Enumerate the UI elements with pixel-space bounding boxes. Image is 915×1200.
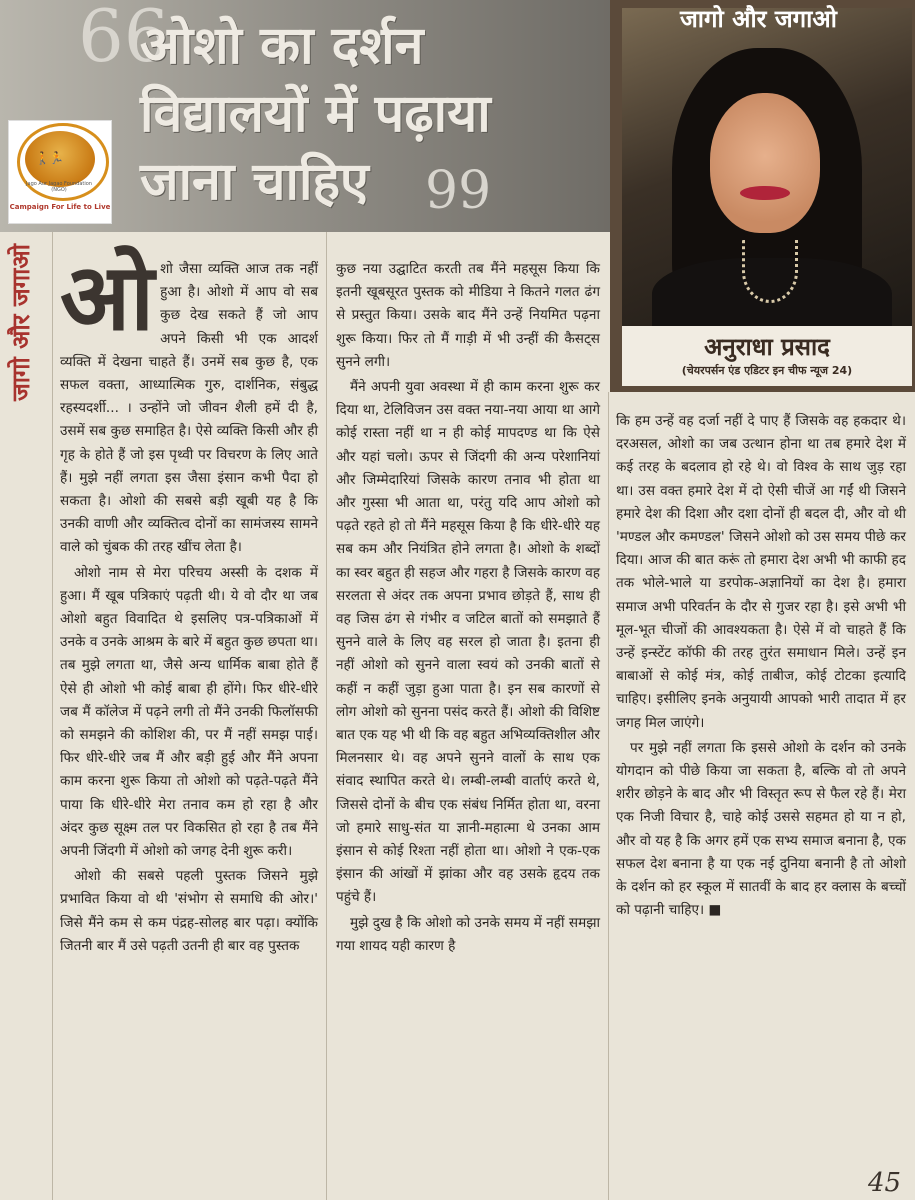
foundation-logo [8,120,112,224]
article-column-2 [336,258,600,960]
headline-line-1: ओशो का दर्शन [140,16,424,76]
campaign-tag: जागो और जगाओ [680,5,837,33]
headline-line-2: विद्यालयों में पढ़ाया [140,84,491,144]
author-photo [622,8,912,326]
column-rule [608,392,609,1200]
drop-cap: ओ [60,244,155,351]
headline-line-3: जाना चाहिए [140,152,369,212]
paragraph: ओशो जैसा व्यक्ति आज तक नहीं हुआ है। ओशो में आप वो सब कुछ देख सकते हैं जो आप अपने किसी भी एक आदर्श व्यक्ति में देखना चाहते हैं। उनमें सब कुछ है, एक सफल वक्ता, आध्यात्मिक गुरु, दार्शनिक, संबुद्ध रहस्यदर्शी... । उन्होंने जो जीवन शैली हमें दी है, उसमें सब कुछ समाहित है। ऐसे व्यक्ति किसी और ही गृह के होते हैं जो इस पृथ्वी पर विचरण के लिए आते हैं। मुझे नहीं लगता इस जैसा इंसान कभी पैदा हो सकता है। ओशो की सबसे बड़ी खूबी यह है कि उनकी वाणी और व्यक्तित्व दोनों का सामंजस्य सामने वाले को चुंबक की तरह खींच लेता है। [60,244,318,556]
evolution-figures-icon: 🚶🏃‍ [35,151,63,165]
paragraph: पर मुझे नहीं लगता कि इससे ओशो के दर्शन को उनके योगदान को पीछे किया जा सकता है, बल्कि वो तो अपने शरीर छोड़ने के बाद और भी विस्तृत रूप से फैल रहे हैं। मेरा एक निजी विचार है, चाहे कोई उससे सहमत हो या न हो, और वो यह है कि अगर हमें एक सभ्य समाज बनाना है, एक सफल देश बनाना है या एक नई दुनिया बनानी है तो ओशो के दर्शन को हर स्कूल में सातवीं के बाद हर क्लास के बच्चों को पढ़ानी चाहिए। ■ [616,739,906,919]
paragraph: ओशो नाम से मेरा परिचय अस्सी के दशक में हुआ। मैं खूब पत्रिकाएं पढ़ती थी। ये वो दौर था जब ओशो बहुत विवादित थे इसलिए पत्र-पत्रिकाओं में उनके व उनके आश्रम के बारे में बहुत कुछ छपता था। तब मुझे लगता था, जैसे अन्य धार्मिक बाबा होते हैं ऐसे ही ओशो भी कोई बाबा ही होंगे। फिर धीरे-धीरे जब मैं कॉलेज में पढ़ने लगी तो मैंने उनकी फिलॉसफी को समझने की कोशिश की, पर मैं नहीं समझ पाई। फिर धीरे-धीरे जब मैं और बड़ी हुई और मैंने अपना काम करना शुरू किया तो ओशो को पढ़ते-पढ़ते मैंने पाया कि धीरे-धीरे मेरा तनाव कम हो रहा है और अंदर कुछ सूक्ष्म तल पर विकसित हो रहा है तब मैंने अपनी जिंदगी में ओशो को जगह देनी शुरू करी। [60,564,318,860]
article-column-3 [616,410,906,924]
photo-caption [622,326,912,386]
side-section-label: जागो और जगाओ [7,244,35,402]
quote-close-mark: 99 [425,161,492,221]
article-headline [140,12,610,221]
paragraph: मुझे दुख है कि ओशो को उनके समय में नहीं समझा गया शायद यही कारण है [336,914,600,954]
page-number: 45 [868,1168,902,1198]
paragraph: कुछ नया उद्घाटित करती तब मैंने महसूस किया कि इतनी खूबसूरत पुस्तक को मीडिया ने कितने गलत ढंग से प्रस्तुत किया। उसके बाद मैंने उन्हें नियमित पढ़ना शुरू किया। फिर तो मैं गाड़ी में भी उन्हीं की कैसट्स सुनने लगी। [336,261,600,370]
article-column-1 [60,244,318,960]
quote-open-mark: 66 [78,0,170,78]
end-mark-icon: ■ [708,902,722,919]
column-rule [52,232,53,1200]
author-name: अनुराधा प्रसाद [704,333,830,361]
paragraph: मैंने अपनी युवा अवस्था में ही काम करना शुरू कर दिया था, टेलिविजन उस वक्त नया-नया आया था आगे कोई रास्ता नहीं था न ही कोई मापदण्ड था कि ऐसे और यहां चलो। ऊपर से जिंदगी की अन्य परेशानियां और जिम्मेदारियां जिसके कारण तनाव भी होता था और गुस्सा भी आता था, परंतु यदि आप ओशो को पढ़ते रहते हो तो मैंने महसूस किया है कि धीरे-धीरे यह सब कम और नियंत्रित होने लगता है। ओशो के शब्दों का स्वर बहुत ही सहज और गहरा है जिसके कारण वह सरलता से अंदर तक अपना प्रभाव छोड़ते हैं, साथ ही वह जिस ढंग से गंभीर व जटिल बातों को समझाते हैं सुनने वाले के लिए वह सरल हो जाता है। इतना ही नहीं ओशो को सुनने वाला स्वयं को उनकी बातों से कहीं न कहीं जुड़ा हुआ पाता है। इन सब कारणों से लोग ओशो को सुनना पसंद करते हैं। ओशो की विशिष्ट बात एक यह भी थी कि वह बहुत अभिव्यक्तिशील और मिलनसार थे। वह अपने सुनने वालों के साथ एक संवाद स्थापित करते थे। लम्बी-लम्बी वार्ताएं करते थे, जिससे दोनों के बीच एक संबंध निर्मित होता था, वरना जो हमारे साधु-संत या ज्ञानी-महात्मा थे उनका आम इंसान से कोई रिश्ता नहीं होता था। ओशो ने एक-एक इंसान की आंखों में झांका और वह उसके हृदय तक पहुंचे हैं। [336,379,600,906]
author-role: (चेयरपर्सन एंड एडिटर इन चीफ न्यूज 24) [681,364,853,377]
column-rule [326,232,327,1200]
logo-org-name: Jago Aur Jagao Foundation (NGO) [26,181,92,193]
logo-tagline: Campaign For Life to Live [9,203,111,211]
paragraph: ओशो की सबसे पहली पुस्तक जिसने मुझे प्रभावित किया वो थी 'संभोग से समाधि की ओर।' जिसे मैंने कम से कम पंद्रह-सोलह बार पढ़ा। क्योंकि जितनी बार मैं उसे पढ़ती उतनी ही बार वह पुस्तक [60,868,318,954]
paragraph: कि हम उन्हें वह दर्जा नहीं दे पाए हैं जिसके वह हकदार थे। दरअसल, ओशो का जब उत्थान होना था तब हमारे देश में कई तरह के बदलाव हो रहे थे। वो विश्व के साथ जुड़ रहा था। उस वक्त हमारे देश में दो ऐसी चीजें आ गईं थी जिसने हमारे देश की दिशा और दशा दोनों ही बदल दी, और वो थी 'मण्डल और कमण्डल' जिसने ओशो को उस समय पीछे कर दिया। आज की बात करूं तो हमारा देश अभी भी काफी हद तक भोले-भाले या डरपोक-अज्ञानियों का देश है। हमारा समाज अभी परिवर्तन के दौर से गुजर रहा है। इसे अभी भी मूल-भूत चीजों की आवश्यकता है। ऐसे में वो चाहते हैं कि उन्हें इन्स्टेंट कॉफी की तरह तुरंत समाधान मिले। उन्हें इन बाबाओं से कोई मंत्र, कोई ताबीज, कोई टोटका इत्यादि चाहिए। इसीलिए इनके अनुयायी आपको भारी तादात में हर जगह मिल जाएंगे। [616,413,906,731]
